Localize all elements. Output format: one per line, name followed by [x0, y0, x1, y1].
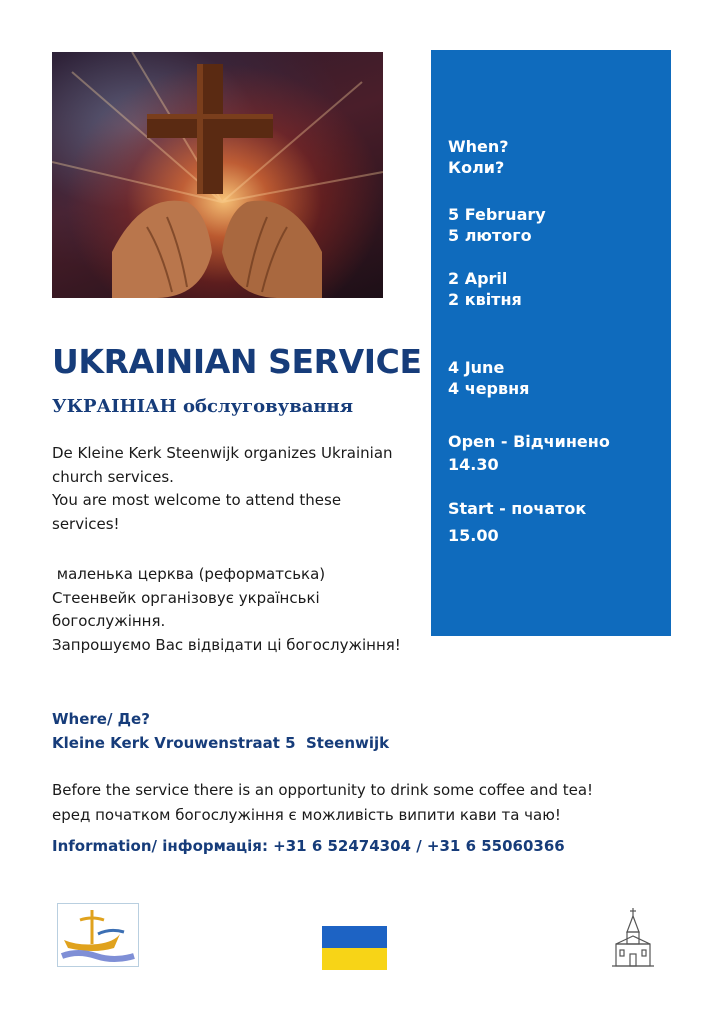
cross-hands-icon — [52, 52, 383, 298]
intro-ukrainian — [52, 563, 424, 657]
page-subtitle: УКРАІНІАН обслуговування — [52, 396, 354, 417]
date-en: 4 June — [448, 358, 505, 377]
church-boat-logo-icon — [57, 903, 139, 967]
intro-line: services! — [52, 514, 120, 533]
intro-line: De Kleine Kerk Steenwijk organizes Ukrainian — [52, 444, 393, 462]
date-uk: 5 лютого — [448, 226, 532, 245]
date-item — [448, 357, 529, 399]
church-building-icon — [610, 908, 656, 968]
page-title: UKRAINIAN SERVICE — [52, 342, 422, 381]
date-item — [448, 268, 522, 310]
start-time: 15.00 — [448, 526, 499, 545]
date-en: 2 April — [448, 269, 508, 288]
intro-line: Запрошуємо Вас відвідати ці богослужіння! — [52, 635, 401, 654]
intro-english — [52, 442, 424, 536]
date-uk: 2 квітня — [448, 290, 522, 309]
when-label-en: When? — [448, 137, 509, 156]
open-time: 14.30 — [448, 455, 499, 474]
coffee-en: Before the service there is an opportunity to drink some coffee and tea! — [52, 781, 594, 799]
intro-line: маленька церква (реформатська) — [52, 565, 326, 583]
contact-information: Information/ інформація: +31 6 52474304 / +31 6 55060366 — [52, 837, 565, 855]
coffee-uk: еред початком богослужіння є можливість випити кави та чаю! — [52, 806, 561, 824]
location-block — [52, 707, 389, 755]
when-heading — [448, 136, 509, 178]
start-label: Start - початок — [448, 499, 587, 518]
intro-line: богослужіння. — [52, 612, 166, 630]
intro-line: church services. — [52, 467, 174, 486]
intro-line: You are most welcome to attend these — [52, 491, 342, 509]
open-label: Open - Відчинено — [448, 432, 610, 451]
schedule-panel — [431, 50, 671, 636]
date-en: 5 February — [448, 205, 546, 224]
hero-image — [52, 52, 383, 298]
ukraine-flag-icon — [322, 926, 387, 970]
date-uk: 4 червня — [448, 379, 530, 398]
open-time-block — [448, 430, 610, 476]
intro-line: Стеенвейк організовує українські — [52, 588, 320, 607]
start-time-block — [448, 495, 586, 549]
coffee-note — [52, 778, 593, 828]
address: Kleine Kerk Vrouwenstraat 5 Steenwijk — [52, 734, 390, 752]
date-item — [448, 204, 546, 246]
where-label: Where/ Де? — [52, 710, 150, 728]
when-label-uk: Коли? — [448, 158, 505, 177]
